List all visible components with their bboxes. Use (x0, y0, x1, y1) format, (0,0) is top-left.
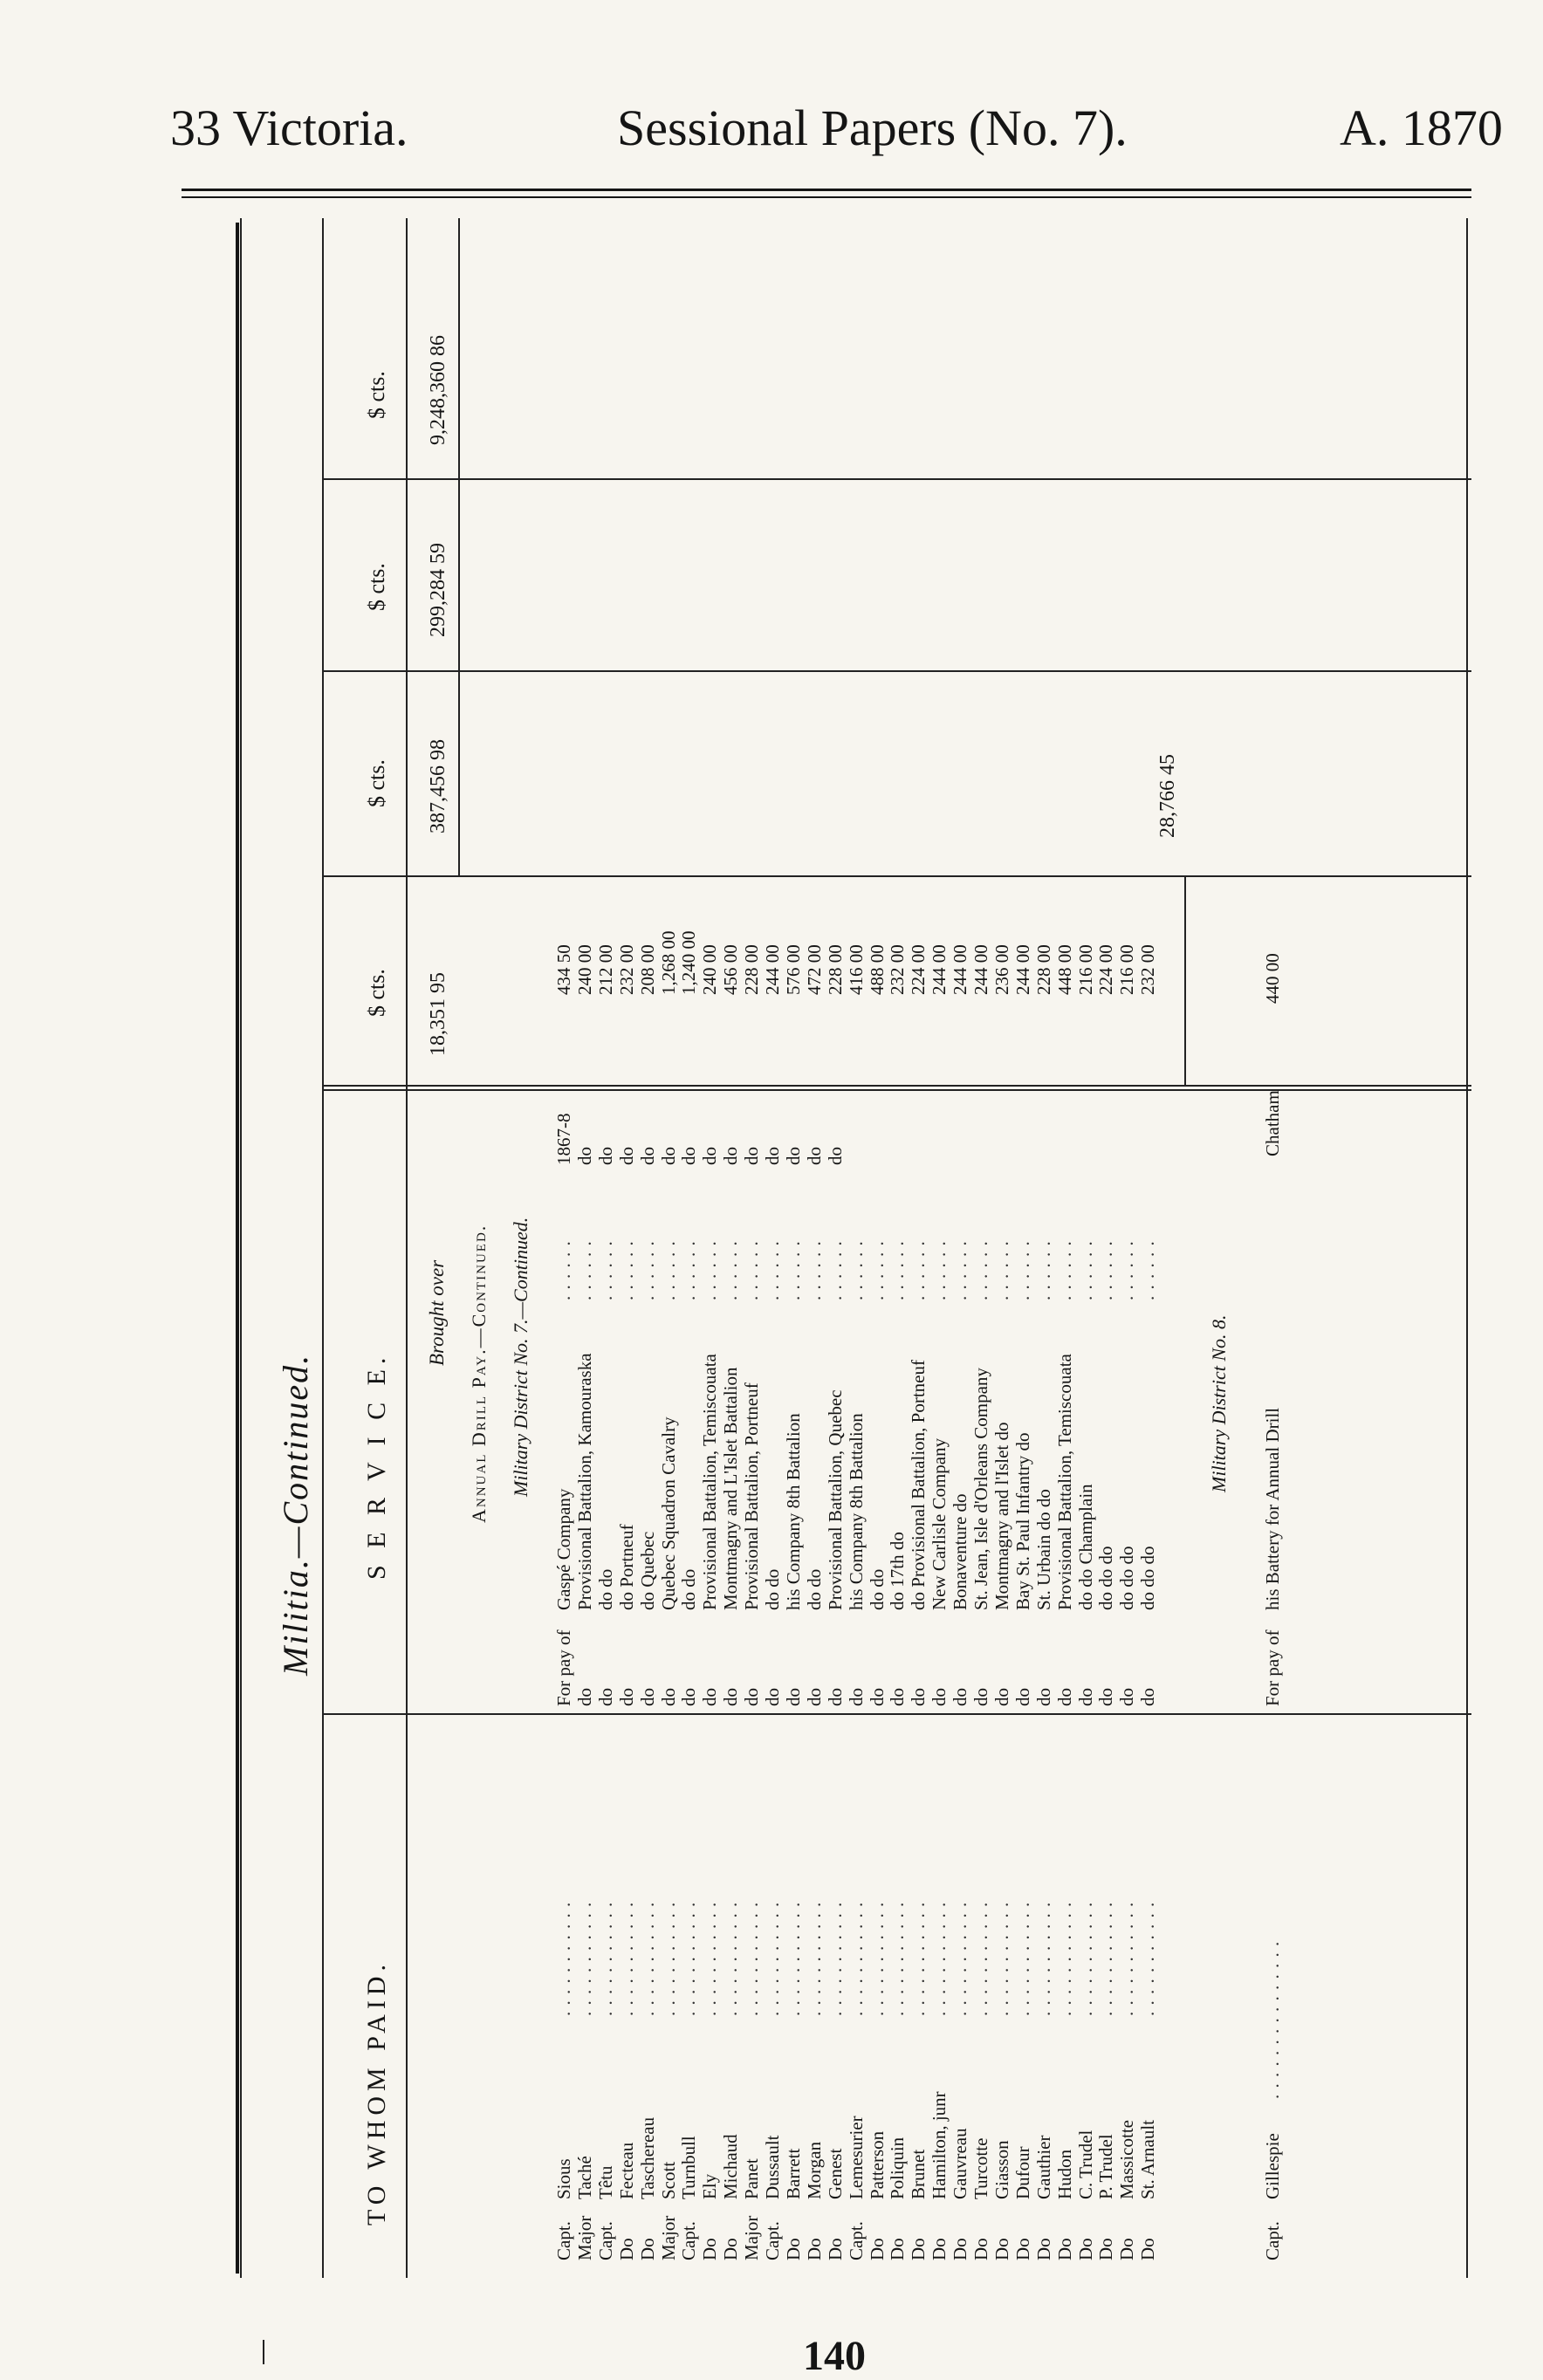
row-name: Gauthier (1032, 2135, 1054, 2199)
row-amount: 576 00 (782, 944, 804, 995)
row-service: do do (594, 1568, 616, 1610)
district-total: 28,766 45 (1156, 754, 1179, 838)
row-pay-label: do (929, 1688, 950, 1706)
row-amount: 434 50 (553, 944, 574, 995)
last-row-name: Gillespie (1262, 2133, 1283, 2199)
subheading-district-7: Military District No. 7.—Continued. (510, 1217, 531, 1497)
row-service: do do do (1095, 1546, 1117, 1610)
row-pay-label: do (699, 1688, 721, 1706)
row-service: Provisional Battalion, Temiscouata (1053, 1354, 1075, 1610)
row-amount: 240 00 (699, 944, 721, 995)
row-name: Giasson (991, 2140, 1012, 2199)
col-service-header: S E R V I C E. (362, 1352, 391, 1580)
row-name: Hudon (1053, 2149, 1075, 2199)
row-service-leader: . . . . . . (845, 1240, 867, 1300)
row-pay-label: do (1032, 1688, 1054, 1706)
row-service-leader: . . . . . . (573, 1240, 595, 1300)
row-leader: . . . . . . . . . . . (720, 1901, 742, 2016)
row-year: do (615, 1147, 637, 1165)
row-title: Do (803, 2238, 825, 2260)
brought-over-rule (458, 218, 460, 877)
row-service-leader: . . . . . . (594, 1240, 616, 1300)
row-service: do do (762, 1568, 783, 1610)
row-title: Capt. (762, 2221, 783, 2260)
row-service-leader: . . . . . . (1137, 1240, 1159, 1300)
row-leader: . . . . . . . . . . . (573, 1901, 595, 2016)
row-title: Do (929, 2238, 950, 2260)
row-name: Barrett (782, 2148, 804, 2199)
row-name: Brunet (908, 2149, 929, 2199)
row-service: Provisional Battalion, Temiscouata (699, 1354, 721, 1610)
row-service: his Company 8th Battalion (782, 1413, 804, 1610)
row-pay-label: do (741, 1688, 763, 1706)
row-amount: 456 00 (720, 944, 742, 995)
row-name: Turnbull (678, 2136, 700, 2199)
row-amount: 216 00 (1074, 944, 1096, 995)
row-leader: . . . . . . . . . . . (678, 1901, 700, 2016)
last-row-leader: . . . . . . . . . . . . . . . (1262, 1940, 1283, 2099)
row-pay-label: do (1116, 1688, 1138, 1706)
row-name: Lemesurier (845, 2116, 867, 2199)
row-service: do do (866, 1568, 888, 1610)
row-title: Do (782, 2238, 804, 2260)
row-amount: 1,268 00 (657, 930, 679, 995)
header-rule (182, 189, 1471, 191)
row-amount: 232 00 (615, 944, 637, 995)
row-service-leader: . . . . . . (762, 1240, 783, 1300)
row-leader: . . . . . . . . . . . (741, 1901, 763, 2016)
row-title: Major (741, 2215, 763, 2260)
currency-label-3: $ cts. (364, 563, 389, 611)
row-amount: 244 00 (950, 944, 971, 995)
row-service: do 17th do (887, 1532, 909, 1610)
row-leader: . . . . . . . . . . . (866, 1901, 888, 2016)
row-title: Do (970, 2238, 991, 2260)
row-name: Genest (824, 2148, 846, 2199)
row-service-leader: . . . . . . (1095, 1240, 1117, 1300)
row-year: do (657, 1147, 679, 1165)
row-name: Dufour (1012, 2146, 1033, 2199)
row-service-leader: . . . . . . (950, 1240, 971, 1300)
row-amount: 208 00 (636, 944, 658, 995)
rotated-table (240, 218, 1471, 2278)
row-name: Gauvreau (950, 2128, 971, 2199)
row-service: St. Urbain do do (1032, 1489, 1054, 1610)
row-pay-label: do (1074, 1688, 1096, 1706)
row-amount: 224 00 (908, 944, 929, 995)
row-service: Gaspé Company (553, 1488, 574, 1610)
row-year: do (573, 1147, 595, 1165)
bottom-border (1466, 218, 1468, 2278)
row-amount: 244 00 (970, 944, 991, 995)
table-border (236, 223, 239, 2274)
row-service: Provisional Battalion, Quebec (824, 1389, 846, 1610)
brought-over-2: 387,456 98 (427, 739, 449, 833)
currency-label-4: $ cts. (364, 371, 389, 419)
row-service-leader: . . . . . . (678, 1240, 700, 1300)
row-service: Montmagny and l'Islet do (991, 1422, 1012, 1610)
margin-mark: ǀ (260, 2333, 268, 2372)
brought-over-1: 18,351 95 (427, 972, 449, 1056)
row-pay-label: do (1053, 1688, 1075, 1706)
last-row-amount: 440 00 (1262, 953, 1283, 1004)
row-service: Provisional Battalion, Kamouraska (573, 1353, 595, 1610)
row-service-leader: . . . . . . (866, 1240, 888, 1300)
row-title: Do (991, 2238, 1012, 2260)
row-amount: 224 00 (1095, 944, 1117, 995)
row-amount: 244 00 (1012, 944, 1033, 995)
row-title: Do (824, 2238, 846, 2260)
row-amount: 212 00 (594, 944, 616, 995)
row-name: Taché (573, 2156, 595, 2199)
row-pay-label: do (845, 1688, 867, 1706)
row-year: do (803, 1147, 825, 1165)
row-service-leader: . . . . . . (803, 1240, 825, 1300)
row-service-leader: . . . . . . (553, 1240, 574, 1300)
row-title: Do (950, 2238, 971, 2260)
row-amount: 228 00 (824, 944, 846, 995)
row-service: Bay St. Paul Infantry do (1012, 1432, 1033, 1610)
row-year: do (782, 1147, 804, 1165)
row-title: Do (1074, 2238, 1096, 2260)
row-service-leader: . . . . . . (615, 1240, 637, 1300)
row-title: Do (636, 2238, 658, 2260)
row-service: Provisional Battalion, Portneuf (741, 1382, 763, 1610)
subheading-annual-drill: Annual Drill Pay.—Continued. (468, 1224, 490, 1523)
row-leader: . . . . . . . . . . . (1053, 1901, 1075, 2016)
row-service: do Provisional Battalion, Portneuf (908, 1360, 929, 1610)
row-pay-label: do (970, 1688, 991, 1706)
row-service-leader: . . . . . . (908, 1240, 929, 1300)
row-title: Do (1095, 2238, 1117, 2260)
row-service: St. Jean, Isle d'Orleans Company (970, 1368, 991, 1610)
row-service: Quebec Squadron Cavalry (657, 1416, 679, 1610)
row-leader: . . . . . . . . . . . (657, 1901, 679, 2016)
row-amount: 228 00 (741, 944, 763, 995)
row-amount: 216 00 (1116, 944, 1138, 995)
row-leader: . . . . . . . . . . . (803, 1901, 825, 2016)
last-row-service: his Battery for Annual Drill (1262, 1407, 1283, 1610)
row-title: Do (1053, 2238, 1075, 2260)
row-pay-label: do (720, 1688, 742, 1706)
col-sep-amt2 (322, 670, 1471, 672)
row-service-leader: . . . . . . (720, 1240, 742, 1300)
row-name: Dussault (762, 2135, 783, 2199)
header-year: A. 1870 (1340, 99, 1503, 156)
row-name: Michaud (720, 2134, 742, 2199)
row-pay-label: For pay of (553, 1629, 574, 1706)
row-service: Montmagny and L'Islet Battalion (720, 1367, 742, 1610)
row-name: P. Trudel (1095, 2134, 1117, 2199)
row-leader: . . . . . . . . . . . (929, 1901, 950, 2016)
row-leader: . . . . . . . . . . . (1116, 1901, 1138, 2016)
brought-over-label: Brought over (426, 1259, 448, 1366)
col-sep-service-2 (322, 1085, 1471, 1087)
row-service: do do do (1137, 1546, 1159, 1610)
brought-over-4: 9,248,360 86 (427, 335, 449, 445)
row-leader: . . . . . . . . . . . (1137, 1901, 1159, 2016)
row-year: do (699, 1147, 721, 1165)
row-name: Morgan (803, 2141, 825, 2199)
row-service-leader: . . . . . . (636, 1240, 658, 1300)
row-service: New Carlisle Company (929, 1437, 950, 1610)
row-service-leader: . . . . . . (824, 1240, 846, 1300)
row-name: Panet (741, 2158, 763, 2199)
row-amount: 488 00 (866, 944, 888, 995)
row-name: Turcotte (970, 2137, 991, 2199)
row-amount: 244 00 (929, 944, 950, 995)
col-sep-amt1 (322, 875, 1471, 877)
currency-label-1: $ cts. (364, 969, 389, 1017)
row-service: do do (803, 1568, 825, 1610)
row-pay-label: do (824, 1688, 846, 1706)
row-title: Capt. (845, 2221, 867, 2260)
row-service: do do (678, 1568, 700, 1610)
row-title: Do (615, 2238, 637, 2260)
row-service: do Quebec (636, 1531, 658, 1610)
row-name: St. Arnault (1137, 2119, 1159, 2199)
row-service-leader: . . . . . . (1032, 1240, 1054, 1300)
row-year: 1867-8 (553, 1113, 574, 1165)
row-name: Scott (657, 2161, 679, 2199)
row-amount: 236 00 (991, 944, 1012, 995)
row-service: his Company 8th Battalion (845, 1413, 867, 1610)
row-leader: . . . . . . . . . . . (908, 1901, 929, 2016)
ledger-table (240, 218, 1471, 2278)
row-leader: . . . . . . . . . . . (553, 1901, 574, 2016)
section-title: Militia.—Continued. (276, 1353, 315, 1676)
row-amount: 228 00 (1032, 944, 1054, 995)
row-service-leader: . . . . . . (1012, 1240, 1033, 1300)
row-leader: . . . . . . . . . . . (1095, 1901, 1117, 2016)
subheading-district-8: Military District No. 8. (1208, 1314, 1230, 1492)
row-service-leader: . . . . . . (782, 1240, 804, 1300)
row-title: Do (1032, 2238, 1054, 2260)
header-title: Sessional Papers (No. 7). (617, 99, 1128, 156)
top-border (240, 218, 242, 2278)
row-pay-label: do (636, 1688, 658, 1706)
row-title: Capt. (553, 2221, 574, 2260)
row-amount: 1,240 00 (678, 930, 700, 995)
row-leader: . . . . . . . . . . . (699, 1901, 721, 2016)
row-pay-label: do (573, 1688, 595, 1706)
row-service-leader: . . . . . . (887, 1240, 909, 1300)
row-leader: . . . . . . . . . . . (636, 1901, 658, 2016)
row-service: Bonaventure do (950, 1493, 971, 1610)
header-bottom-line (406, 218, 408, 2278)
row-amount: 416 00 (845, 944, 867, 995)
row-leader: . . . . . . . . . . . (762, 1901, 783, 2016)
row-title: Do (887, 2238, 909, 2260)
row-name: Patterson (866, 2130, 888, 2199)
row-pay-label: do (991, 1688, 1012, 1706)
row-service-leader: . . . . . . (1053, 1240, 1075, 1300)
row-service-leader: . . . . . . (991, 1240, 1012, 1300)
row-year: do (594, 1147, 616, 1165)
row-name: Hamilton, junr (929, 2091, 950, 2199)
row-name: Ely (699, 2173, 721, 2199)
header-session: 33 Victoria. (170, 99, 408, 156)
row-leader: . . . . . . . . . . . (782, 1901, 804, 2016)
row-pay-label: do (657, 1688, 679, 1706)
col-to-whom-header: TO WHOM PAID. (362, 1959, 391, 2226)
row-title: Do (699, 2238, 721, 2260)
last-row-title: Capt. (1262, 2221, 1283, 2260)
row-leader: . . . . . . . . . . . (887, 1901, 909, 2016)
header-divider (322, 218, 324, 2278)
row-pay-label: do (762, 1688, 783, 1706)
row-title: Major (657, 2215, 679, 2260)
district-total-rule (1184, 877, 1186, 1087)
row-service: do do do (1116, 1546, 1138, 1610)
row-year: do (636, 1147, 658, 1165)
row-amount: 232 00 (1137, 944, 1159, 995)
row-pay-label: do (594, 1688, 616, 1706)
header-rule-thin (182, 196, 1471, 198)
row-pay-label: do (678, 1688, 700, 1706)
row-title: Do (866, 2238, 888, 2260)
row-leader: . . . . . . . . . . . (1074, 1901, 1096, 2016)
row-pay-label: do (866, 1688, 888, 1706)
row-year: do (678, 1147, 700, 1165)
row-title: Capt. (678, 2221, 700, 2260)
row-amount: 448 00 (1053, 944, 1075, 995)
row-amount: 232 00 (887, 944, 909, 995)
row-name: Poliquin (887, 2137, 909, 2199)
col-sep-name (322, 1713, 1471, 1715)
row-pay-label: do (1137, 1688, 1159, 1706)
row-pay-label: do (615, 1688, 637, 1706)
row-title: Do (1116, 2238, 1138, 2260)
row-service-leader: . . . . . . (1116, 1240, 1138, 1300)
row-pay-label: do (1095, 1688, 1117, 1706)
currency-label-2: $ cts. (364, 759, 389, 807)
row-name: Sious (553, 2158, 574, 2199)
row-title: Do (720, 2238, 742, 2260)
row-name: Taschereau (636, 2116, 658, 2199)
row-leader: . . . . . . . . . . . (970, 1901, 991, 2016)
row-title: Capt. (594, 2221, 616, 2260)
row-amount: 240 00 (573, 944, 595, 995)
row-leader: . . . . . . . . . . . (845, 1901, 867, 2016)
row-pay-label: do (950, 1688, 971, 1706)
brought-over-3: 299,284 59 (427, 543, 449, 637)
last-row-pay: For pay of (1262, 1629, 1283, 1706)
row-year: do (720, 1147, 742, 1165)
row-title: Major (573, 2215, 595, 2260)
row-year: do (824, 1147, 846, 1165)
row-service-leader: . . . . . . (929, 1240, 950, 1300)
row-name: C. Trudel (1074, 2130, 1096, 2199)
row-pay-label: do (803, 1688, 825, 1706)
row-year: do (762, 1147, 783, 1165)
row-title: Do (908, 2238, 929, 2260)
col-sep-amt3 (322, 478, 1471, 480)
row-service: do Portneuf (615, 1524, 637, 1610)
row-leader: . . . . . . . . . . . (615, 1901, 637, 2016)
row-leader: . . . . . . . . . . . (991, 1901, 1012, 2016)
row-title: Do (1137, 2238, 1159, 2260)
row-leader: . . . . . . . . . . . (594, 1901, 616, 2016)
row-name: Massicotte (1116, 2120, 1138, 2199)
row-amount: 244 00 (762, 944, 783, 995)
row-title: Do (1012, 2238, 1033, 2260)
row-leader: . . . . . . . . . . . (950, 1901, 971, 2016)
row-amount: 472 00 (803, 944, 825, 995)
row-service: do do Champlain (1074, 1484, 1096, 1610)
col-sep-service (322, 1089, 1471, 1091)
row-pay-label: do (908, 1688, 929, 1706)
row-service-leader: . . . . . . (970, 1240, 991, 1300)
row-service-leader: . . . . . . (1074, 1240, 1096, 1300)
row-leader: . . . . . . . . . . . (1032, 1901, 1054, 2016)
page-number: 140 (803, 2333, 866, 2379)
last-row-place: Chatham (1262, 1090, 1283, 1156)
row-pay-label: do (782, 1688, 804, 1706)
row-pay-label: do (1012, 1688, 1033, 1706)
row-service-leader: . . . . . . (699, 1240, 721, 1300)
row-service-leader: . . . . . . (657, 1240, 679, 1300)
total-line (1113, 1089, 1114, 1091)
row-name: Fecteau (615, 2142, 637, 2199)
row-leader: . . . . . . . . . . . (824, 1901, 846, 2016)
row-leader: . . . . . . . . . . . (1012, 1901, 1033, 2016)
row-name: Têtu (594, 2165, 616, 2199)
row-pay-label: do (887, 1688, 909, 1706)
row-year: do (741, 1147, 763, 1165)
row-service-leader: . . . . . . (741, 1240, 763, 1300)
